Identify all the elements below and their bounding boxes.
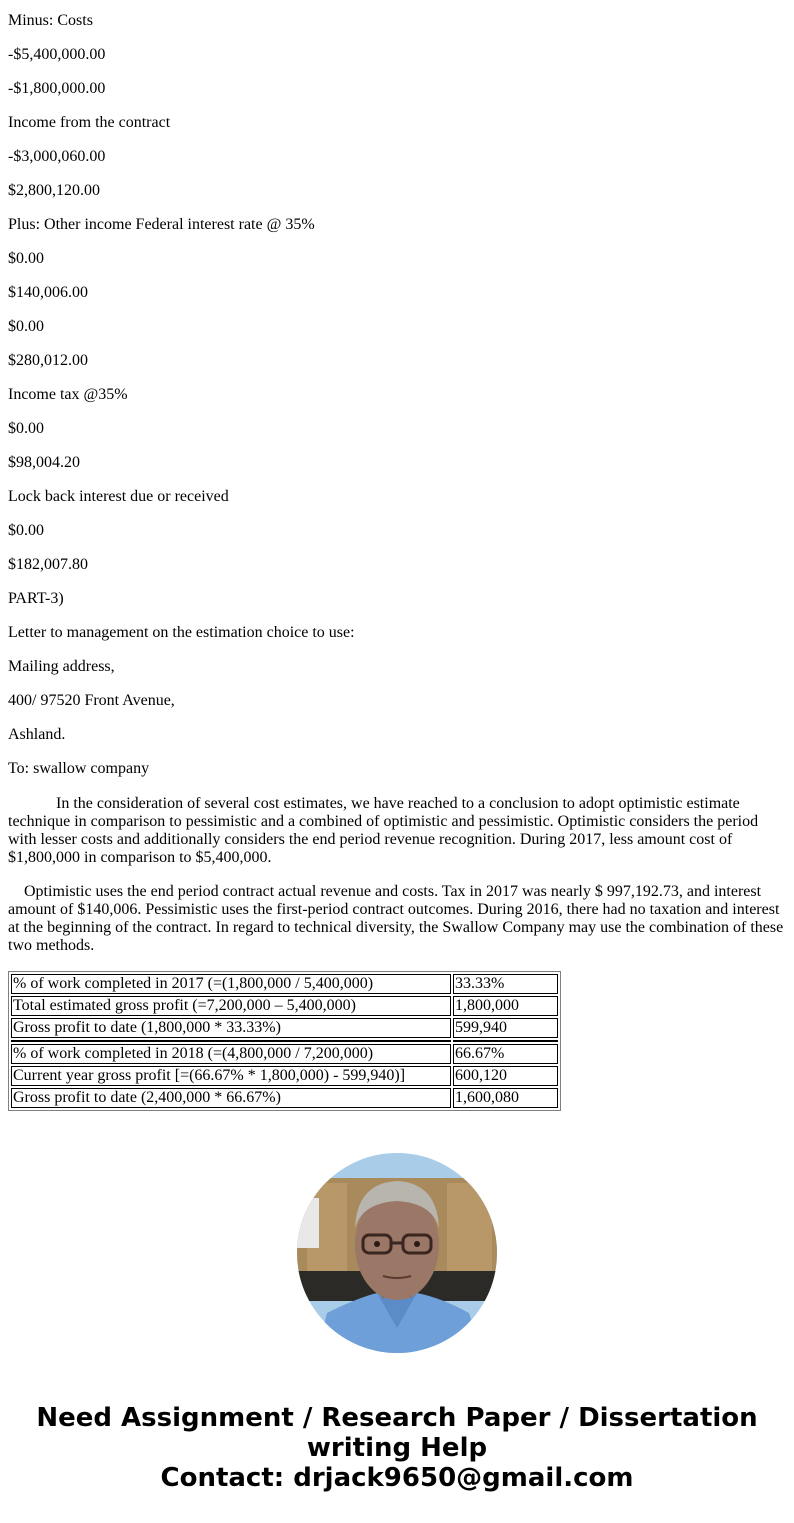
lookback-interest-label: Lock back interest due or received	[8, 488, 229, 505]
row-label: Total estimated gross profit (=7,200,000 – 5,400,000)	[11, 996, 451, 1016]
table-row	[11, 1044, 558, 1064]
letter-title: Letter to management on the estimation choice to use:	[8, 624, 355, 641]
income-value-2: $2,800,120.00	[8, 182, 100, 199]
row-label: % of work completed in 2018 (=(4,800,000 / 7,200,000)	[11, 1044, 451, 1064]
promo-line-2: writing Help	[306, 1433, 488, 1463]
row-label: Current year gross profit [=(66.67% * 1,800,000) - 599,940)]	[11, 1066, 451, 1086]
other-income-value-4: $280,012.00	[8, 352, 88, 369]
costs-label: Minus: Costs	[8, 12, 93, 29]
row-label: Gross profit to date (1,800,000 * 33.33%)	[11, 1018, 451, 1038]
table-row	[11, 1018, 558, 1038]
table-separator-row	[11, 1040, 558, 1042]
row-value: 599,940	[453, 1018, 558, 1038]
gross-profit-table-wrapper	[8, 971, 561, 1111]
letter-paragraph-2: Optimistic uses the end period contract actual revenue and costs. Tax in 2017 was nearly $ 997,192.73, and interest amount of $140,006. Pessimistic uses the first-period contract outcomes. During 2016, there had no taxation and interest at the beginning of the contract. In regard to technical diversity, the Swallow Company may use the combination of these two methods.	[8, 883, 784, 954]
cost-value-2: -$1,800,000.00	[8, 80, 106, 97]
lookback-interest-value-2: $182,007.80	[8, 556, 88, 573]
promo-line-1: Need Assignment / Research Paper / Dissertation	[36, 1403, 758, 1433]
separator-cell	[11, 1040, 451, 1042]
income-tax-label: Income tax @35%	[8, 386, 128, 403]
table-row	[11, 1066, 558, 1086]
other-income-label: Plus: Other income Federal interest rate @ 35%	[8, 216, 315, 233]
address-line-2: 400/ 97520 Front Avenue,	[8, 692, 175, 709]
cost-value-1: -$5,400,000.00	[8, 46, 106, 63]
row-value: 33.33%	[453, 974, 558, 994]
table-row	[11, 974, 558, 994]
row-value: 1,600,080	[453, 1088, 558, 1108]
part-heading: PART-3)	[8, 590, 64, 607]
promo-contact: Contact: drjack9650@gmail.com	[160, 1463, 634, 1493]
letter-recipient: To: swallow company	[8, 760, 150, 777]
promo-banner	[0, 1403, 794, 1493]
income-value-1: -$3,000,060.00	[8, 148, 106, 165]
row-value: 600,120	[453, 1066, 558, 1086]
table-row	[11, 1088, 558, 1108]
table-row	[11, 996, 558, 1016]
income-label: Income from the contract	[8, 114, 171, 131]
letter-paragraph-1: In the consideration of several cost estimates, we have reached to a conclusion to adopt optimistic estimate technique in comparison to pessimistic and a combined of optimistic and pessimistic. Optimistic considers the period with lesser costs and additionally considers the end period revenue recognition. During 2017, less amount cost of $1,800,000 in comparison to $5,400,000.	[8, 795, 759, 866]
other-income-value-3: $0.00	[8, 318, 44, 335]
separator-cell	[453, 1040, 558, 1042]
other-income-value-1: $0.00	[8, 250, 44, 267]
address-line-3: Ashland.	[8, 726, 66, 743]
income-tax-value-2: $98,004.20	[8, 454, 80, 471]
address-line-1: Mailing address,	[8, 658, 115, 675]
income-tax-value-1: $0.00	[8, 420, 44, 437]
row-value: 66.67%	[453, 1044, 558, 1064]
lookback-interest-value-1: $0.00	[8, 522, 44, 539]
other-income-value-2: $140,006.00	[8, 284, 88, 301]
row-value: 1,800,000	[453, 996, 558, 1016]
author-photo-icon	[297, 1153, 497, 1353]
author-avatar	[297, 1153, 497, 1353]
row-label: % of work completed in 2017 (=(1,800,000 / 5,400,000)	[11, 974, 451, 994]
row-label: Gross profit to date (2,400,000 * 66.67%)	[11, 1088, 451, 1108]
gross-profit-table	[8, 971, 561, 1111]
